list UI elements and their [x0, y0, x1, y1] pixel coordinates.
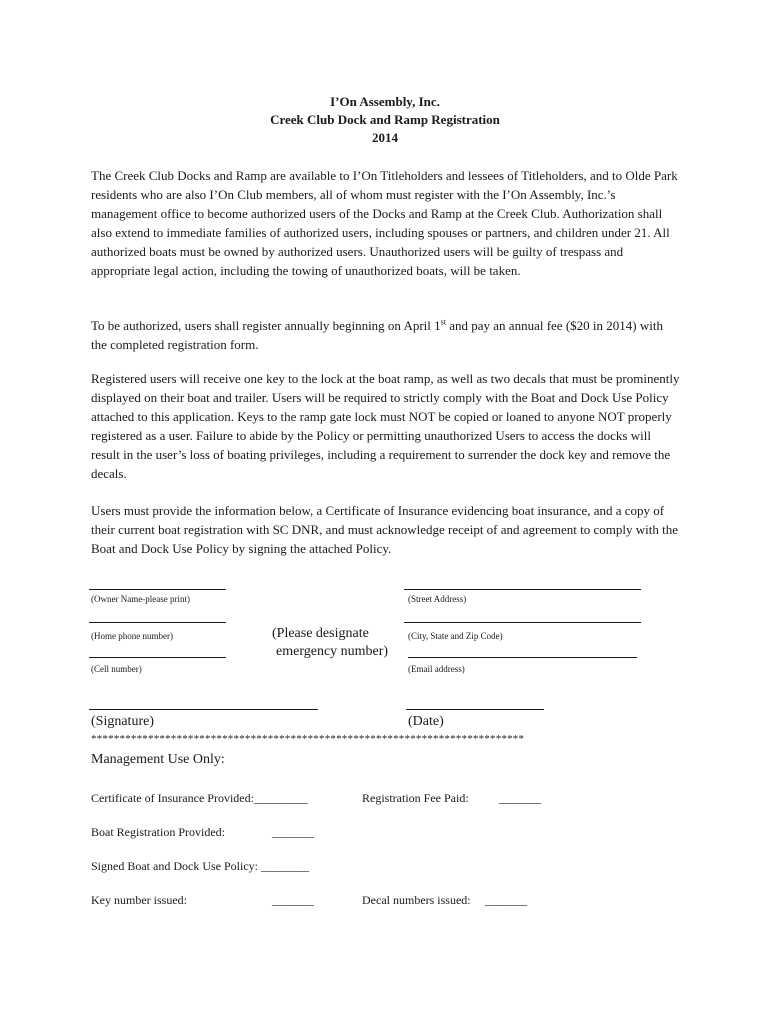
date-line[interactable] [406, 709, 544, 710]
document-header [0, 93, 770, 147]
home-phone-line[interactable] [89, 622, 226, 623]
email-line[interactable] [408, 657, 637, 658]
key-number-blank: _______ [272, 893, 314, 907]
management-heading: Management Use Only: [91, 752, 225, 767]
cell-number-label: (Cell number) [91, 664, 142, 674]
date-label: (Date) [408, 714, 444, 729]
owner-name-line[interactable] [89, 589, 226, 590]
city-state-zip-label: (City, State and Zip Code) [408, 631, 503, 641]
emergency-note-line-1: (Please designate [272, 626, 369, 641]
city-state-zip-line[interactable] [404, 622, 641, 623]
street-address-label: (Street Address) [408, 594, 467, 604]
paragraph-authorization-text-b: and pay an annual fee ($20 in 2014) with the completed registration form. [91, 318, 663, 352]
paragraph-eligibility: The Creek Club Docks and Ramp are available to I’On Titleholders and lessees of Titleholders, and to Olde Park residents who are also I’On Club members, all of whom must register with the I’On Assembly, Inc.’s management office to become authorized users of the Docks and Ramp at the Creek Club. Authorization shall also extend to immediate families of authorized users, including spouses or partners, and children under 21. All authorized boats must be owned by authorized users. Unauthorized users will be guilty of trespass and appropriate legal action, including the towing of unauthorized boats, will be taken. [91, 168, 678, 278]
form-title: Creek Club Dock and Ramp Registration [270, 112, 500, 127]
paragraph-authorization-text-a: To be authorized, users shall register annually beginning on April 1 [91, 318, 441, 333]
owner-name-label: (Owner Name-please print) [91, 594, 190, 604]
signed-policy-field: Signed Boat and Dock Use Policy: ________ [91, 859, 309, 873]
paragraph-authorization [91, 316, 681, 354]
boat-reg-blank: _______ [272, 825, 314, 839]
ordinal-suffix: st [440, 317, 446, 327]
street-address-line[interactable] [404, 589, 641, 590]
org-name: I’On Assembly, Inc. [330, 94, 440, 109]
form-year: 2014 [372, 130, 398, 145]
decal-numbers-blank: _______ [485, 893, 527, 907]
decal-numbers-label: Decal numbers issued: [362, 893, 471, 907]
cert-insurance-field: Certificate of Insurance Provided:_________ [91, 791, 308, 805]
reg-fee-label: Registration Fee Paid: [362, 791, 469, 805]
email-label: (Email address) [408, 664, 465, 674]
boat-reg-label: Boat Registration Provided: [91, 825, 225, 839]
key-number-label: Key number issued: [91, 893, 187, 907]
reg-fee-blank: _______ [499, 791, 541, 805]
paragraph-keys-decals: Registered users will receive one key to the lock at the boat ramp, as well as two decals that must be prominently displayed on their boat and trailer. Users will be required to strictly comply with the Boat and Dock Use Policy attached to this application. Keys to the ramp gate lock must NOT be copied or loaned to anyone NOT properly registered as a user. Failure to abide by the Policy or permitting unauthorized Users to access the docks will result in the user’s loss of boating privileges, including a requirement to surrender the dock key and remove the decals. [91, 371, 680, 481]
cell-number-line[interactable] [89, 657, 226, 658]
paragraph-requirements: Users must provide the information below, a Certificate of Insurance evidencing boat insurance, and a copy of their current boat registration with SC DNR, and must acknowledge receipt of and agreement to comply with the Boat and Dock Use Policy by signing the attached Policy. [91, 503, 679, 556]
signature-line[interactable] [89, 709, 318, 710]
signature-label: (Signature) [91, 714, 154, 729]
section-separator: **************************************************************************** [91, 733, 525, 745]
home-phone-label: (Home phone number) [91, 631, 173, 641]
emergency-note-line-2: emergency number) [276, 644, 389, 659]
